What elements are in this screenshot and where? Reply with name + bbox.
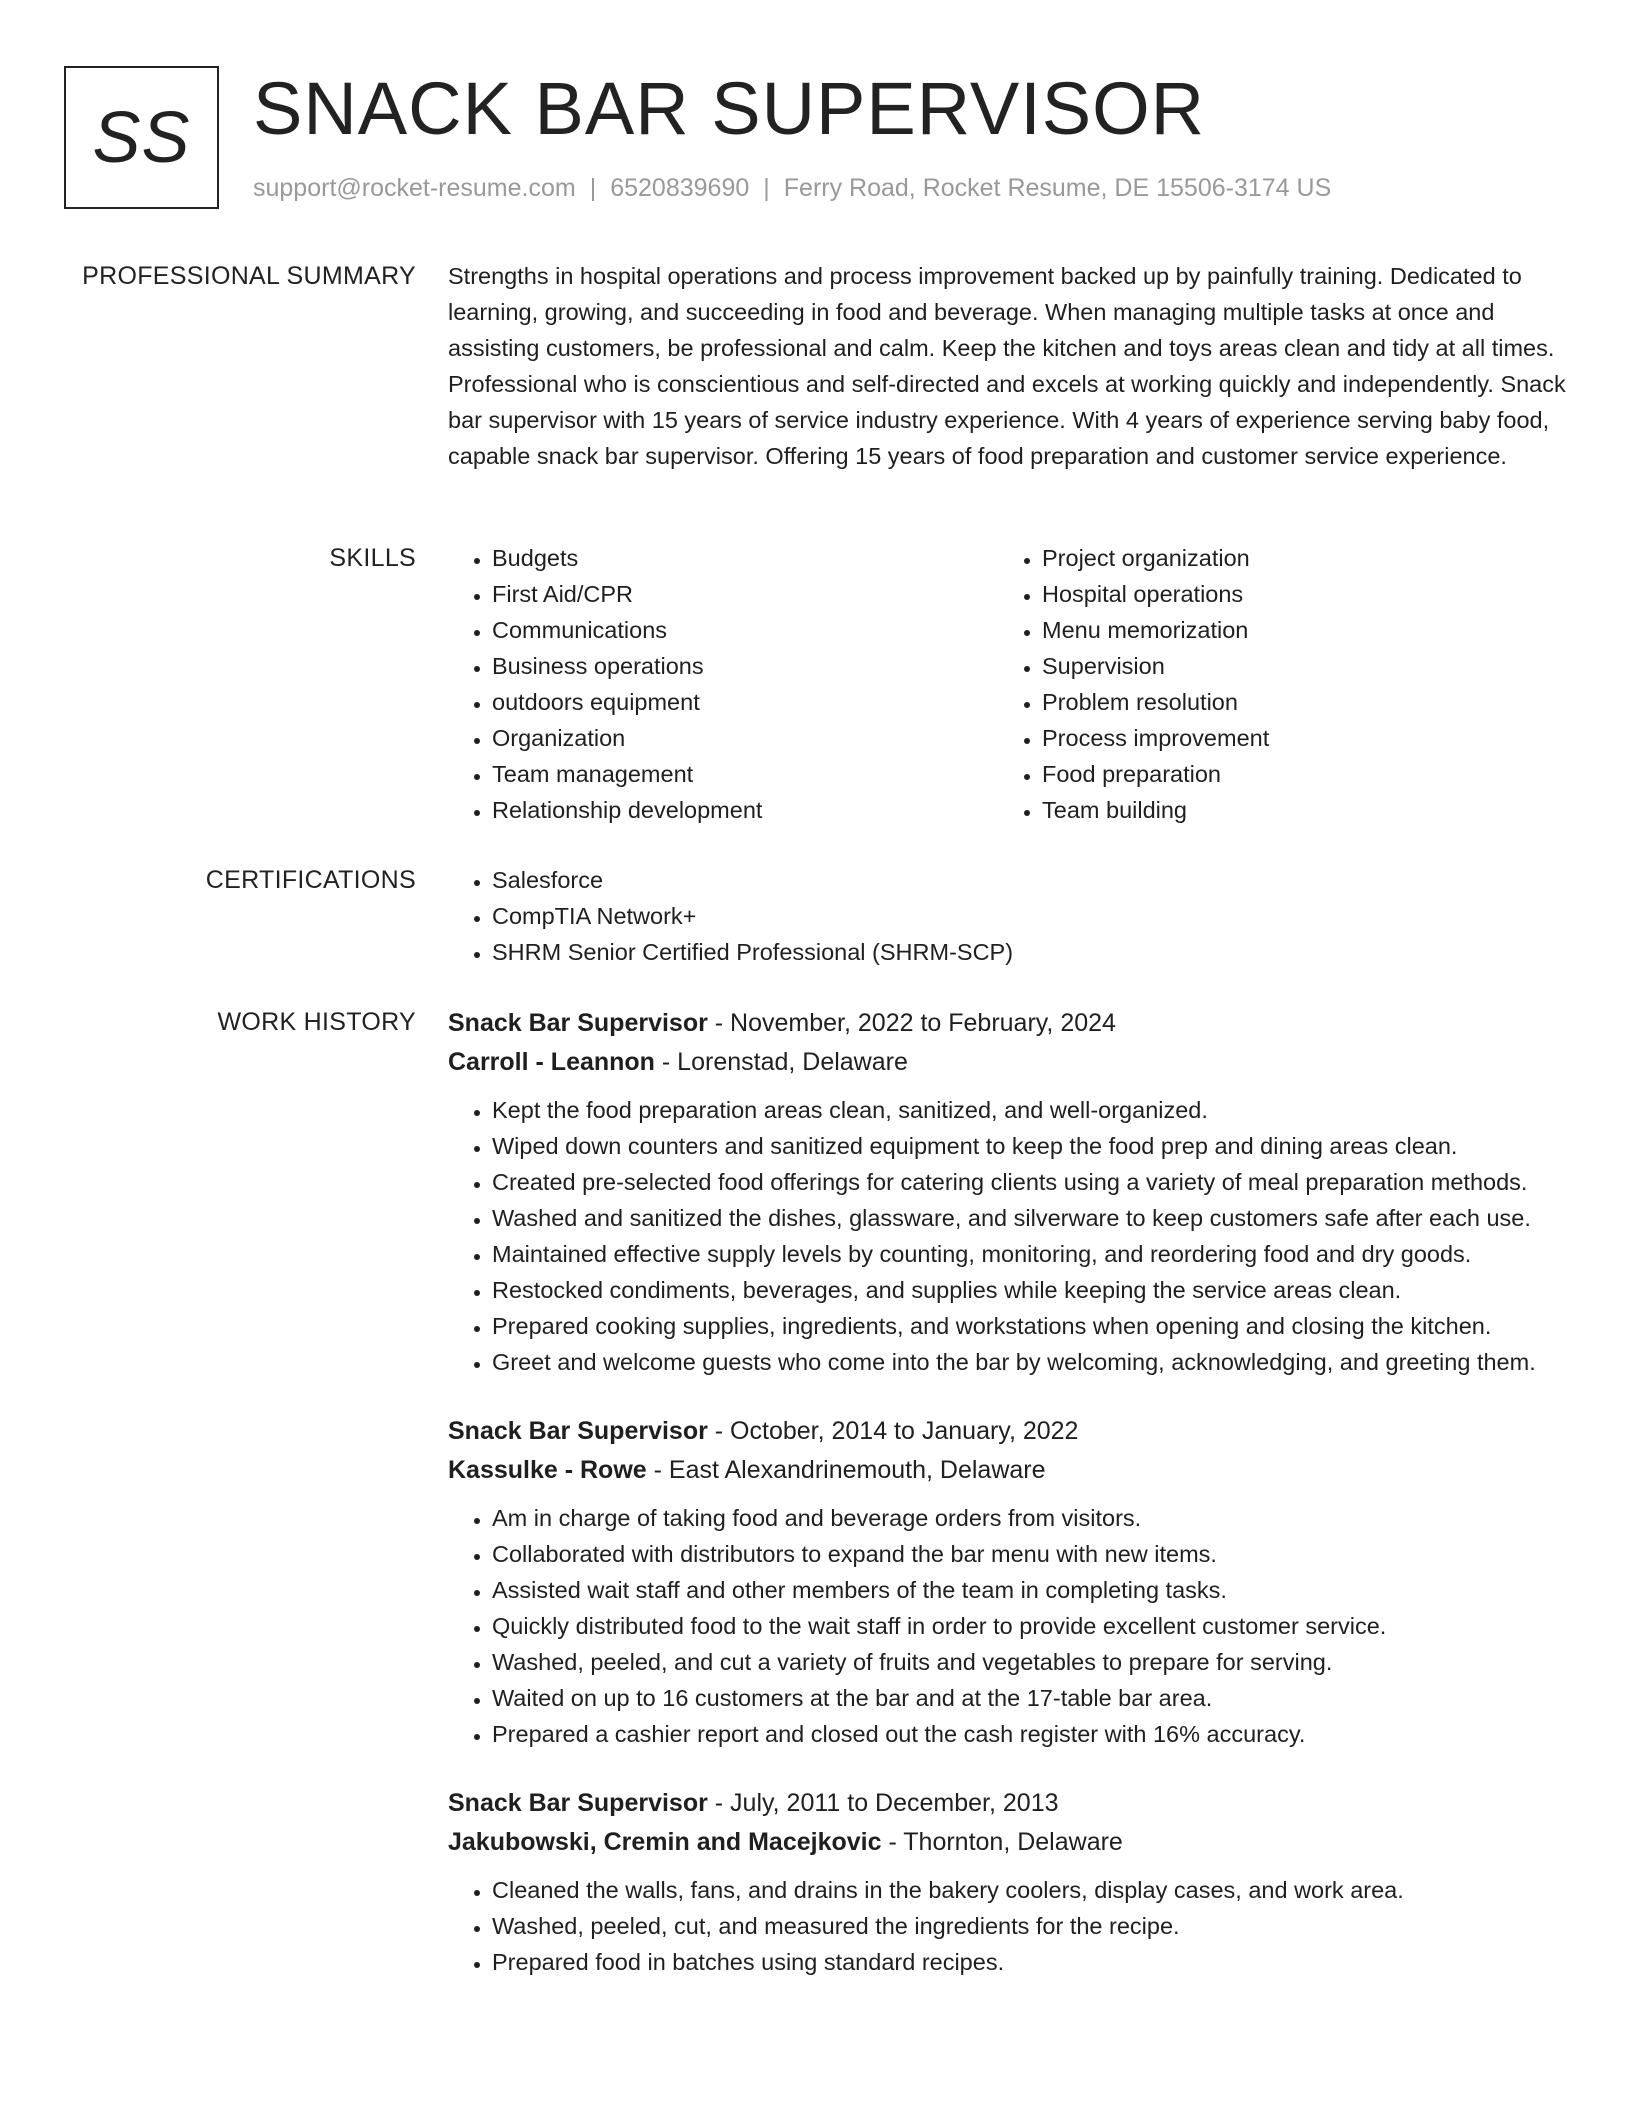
skill-item: • Hospital operations (1042, 576, 1548, 612)
skill-item: • Team building (1042, 792, 1548, 828)
skill-item: • First Aid/CPR (492, 576, 998, 612)
job-title-line (448, 1004, 1568, 1042)
work-history-body (448, 1004, 1568, 2012)
skill-item: • Problem resolution (1042, 684, 1548, 720)
job-company-line (448, 1822, 1568, 1862)
certification-item: • SHRM Senior Certified Professional (SHRM-SCP) (492, 934, 1568, 970)
skill-item: • Budgets (492, 540, 998, 576)
skill-item: • outdoors equipment (492, 684, 998, 720)
skill-item: • Process improvement (1042, 720, 1548, 756)
job-duty: • Created pre-selected food offerings for catering clients using a variety of meal preparation methods. (492, 1164, 1568, 1200)
job-duty: • Maintained effective supply levels by counting, monitoring, and reordering food and dry goods. (492, 1236, 1568, 1272)
skill-item: • Project organization (1042, 540, 1548, 576)
job-company: Carroll - Leannon (448, 1048, 655, 1076)
skills-list-right (998, 540, 1548, 828)
section-heading-work-history: WORK HISTORY (217, 1008, 416, 1036)
job-duty: • Collaborated with distributors to expand the bar menu with new items. (492, 1536, 1568, 1572)
monogram-logo: SS (64, 66, 219, 209)
job-duty: • Washed, peeled, cut, and measured the ingredients for the recipe. (492, 1908, 1568, 1944)
job-duty: • Washed and sanitized the dishes, glassware, and silverware to keep customers safe after each use. (492, 1200, 1568, 1236)
skills-body (448, 540, 1568, 828)
contact-address: Ferry Road, Rocket Resume, DE 15506-3174 US (783, 174, 1332, 202)
job-title: Snack Bar Supervisor (448, 1789, 708, 1817)
job-dates: - November, 2022 to February, 2024 (707, 1009, 1116, 1037)
job-title-line (448, 1784, 1568, 1822)
job-entry (448, 1412, 1568, 1752)
skill-item: • Menu memorization (1042, 612, 1548, 648)
job-duty: • Prepared a cashier report and closed out the cash register with 16% accuracy. (492, 1716, 1568, 1752)
skill-item: • Communications (492, 612, 998, 648)
job-dates: - July, 2011 to December, 2013 (707, 1789, 1059, 1817)
contact-email[interactable]: support@rocket-resume.com (253, 174, 576, 202)
job-title-line (448, 1412, 1568, 1450)
job-duties-list (448, 1872, 1568, 1980)
certification-item: • CompTIA Network+ (492, 898, 1568, 934)
skill-item: • Organization (492, 720, 998, 756)
skill-item: • Supervision (1042, 648, 1548, 684)
job-entry (448, 1784, 1568, 1980)
job-entry (448, 1004, 1568, 1380)
job-duty: • Greet and welcome guests who come into the bar by welcoming, acknowledging, and greeting them. (492, 1344, 1568, 1380)
job-duty: • Waited on up to 16 customers at the bar and at the 17-table bar area. (492, 1680, 1568, 1716)
summary-text: Strengths in hospital operations and process improvement backed up by painfully training. Dedicated to learning, growing, and succeeding in food and beverage. When managing multiple tasks at once and assisting customers, be professional and calm. Keep the kitchen and toys areas clean and tidy at all times. Professional who is conscientious and self-directed and excels at working quickly and independently. Snack bar supervisor with 15 years of service industry experience. With 4 years of experience serving baby food, capable snack bar supervisor. Offering 15 years of food preparation and customer service experience. (448, 263, 1566, 469)
job-duty: • Quickly distributed food to the wait staff in order to provide excellent customer service. (492, 1608, 1568, 1644)
job-duty: • Washed, peeled, and cut a variety of fruits and vegetables to prepare for serving. (492, 1644, 1568, 1680)
skill-item: • Business operations (492, 648, 998, 684)
certifications-body (448, 862, 1568, 970)
skills-list-left (448, 540, 998, 828)
job-duty: • Prepared food in batches using standard recipes. (492, 1944, 1568, 1980)
page-title: SNACK BAR SUPERVISOR (253, 67, 1206, 150)
job-duty: • Prepared cooking supplies, ingredients, and workstations when opening and closing the kitchen. (492, 1308, 1568, 1344)
job-duties-list (448, 1500, 1568, 1752)
job-title: Snack Bar Supervisor (448, 1009, 708, 1037)
job-company-line (448, 1042, 1568, 1082)
section-heading-skills: SKILLS (329, 544, 416, 572)
job-company-line (448, 1450, 1568, 1490)
job-location: - Thornton, Delaware (881, 1828, 1123, 1856)
certification-item: • Salesforce (492, 862, 1568, 898)
skill-item: • Team management (492, 756, 998, 792)
summary-body (448, 258, 1568, 474)
job-duties-list (448, 1092, 1568, 1380)
job-duty: • Restocked condiments, beverages, and supplies while keeping the service areas clean. (492, 1272, 1568, 1308)
job-dates: - October, 2014 to January, 2022 (707, 1417, 1079, 1445)
contact-phone[interactable]: 6520839690 (610, 174, 750, 202)
certifications-list (448, 862, 1568, 970)
job-company: Jakubowski, Cremin and Macejkovic (448, 1828, 882, 1856)
section-heading-certifications: CERTIFICATIONS (205, 866, 416, 894)
job-duty: • Cleaned the walls, fans, and drains in the bakery coolers, display cases, and work area. (492, 1872, 1568, 1908)
contact-line (253, 172, 1331, 204)
job-duty: • Am in charge of taking food and beverage orders from visitors. (492, 1500, 1568, 1536)
job-duty: • Wiped down counters and sanitized equipment to keep the food prep and dining areas clean. (492, 1128, 1568, 1164)
contact-separator: | (589, 174, 597, 202)
skill-item: • Food preparation (1042, 756, 1548, 792)
contact-separator: | (763, 174, 770, 202)
job-duty: • Assisted wait staff and other members of the team in completing tasks. (492, 1572, 1568, 1608)
job-location: - East Alexandrinemouth, Delaware (646, 1456, 1046, 1484)
job-location: - Lorenstad, Delaware (654, 1048, 908, 1076)
job-title: Snack Bar Supervisor (448, 1417, 708, 1445)
section-heading-summary: PROFESSIONAL SUMMARY (82, 262, 416, 290)
job-company: Kassulke - Rowe (448, 1456, 647, 1484)
skill-item: • Relationship development (492, 792, 998, 828)
job-duty: • Kept the food preparation areas clean, sanitized, and well-organized. (492, 1092, 1568, 1128)
